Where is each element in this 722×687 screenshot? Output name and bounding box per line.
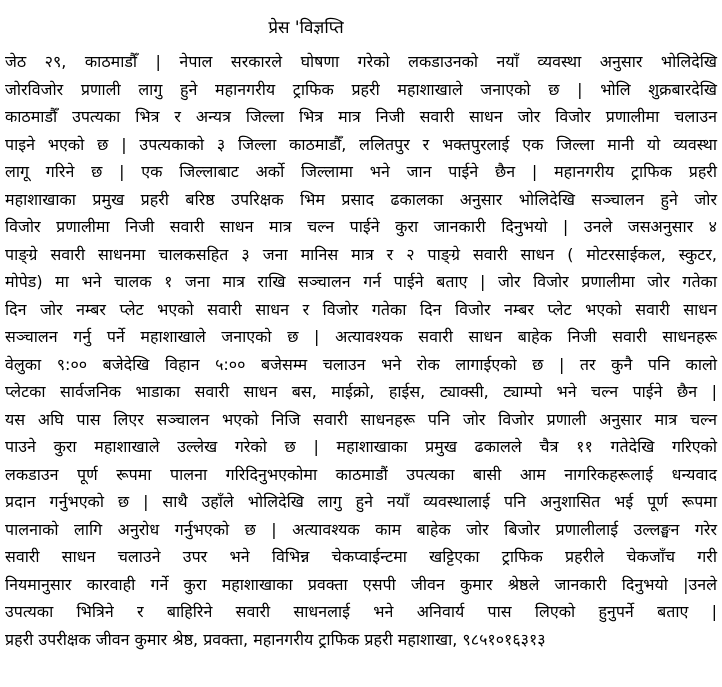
signature-line: प्रहरी उपरीक्षक जीवन कुमार श्रेष्ठ, प्रवक्ता, महानगरीय ट्राफिक प्रहरी महाशाखा, ९८५१०१६३१३ [5, 629, 546, 649]
body-line: प्रदान गर्नुभएको छ | साथै उहाँले भोलिदेखि लागु हुने नयाँ व्यवस्थालाई पनि अनुशासित भई पूर्ण रूपमा [5, 492, 717, 511]
body-line: प्लेटका सार्वजनिक भाडाका सवारी साधन बस, माईक्रो, हाईस, ट्याक्सी, ट्याम्पो भने चल्न पाईने छैन | [5, 382, 717, 401]
body-line: वेलुका ९:०० बजेदेखि विहान ५:०० बजेसम्म चलाउन भने रोक लागाईएको छ | तर कुनै पनि कालो [5, 354, 717, 374]
body-line: लकडाउन पूर्ण रूपमा पालना गरिदिनुभएकोमा काठमाडौं उपत्यका बासी आम नागरिकहरूलाई धन्यवाद [5, 464, 717, 484]
body-line: पाउने कुरा महाशाखाले उल्लेख गरेको छ | महाशाखाका प्रमुख ढकालले चैत्र ११ गतेदेखि गरिएको [5, 437, 717, 456]
body-line: काठमाडौँ उपत्यका भित्र र अन्यत्र जिल्ला भित्र मात्र निजी सवारी साधन जोर विजोर प्रणालीमा चलाउन [5, 107, 717, 126]
page-title: प्रेस 'विज्ञप्ति [268, 18, 344, 38]
body-line: पाङ्ग्रे सवारी साधनमा चालकसहित ३ जना मानिस मात्र र २ पाङ्ग्रे सवारी साधन ( मोटरसाईकल, स्कुटर, [5, 244, 717, 264]
body-line: उपत्यका भित्रिने र बाहिरिने सवारी साधनलाई भने अनिवार्य पास लिएको हुनुपर्ने बताए | [5, 602, 717, 621]
body-line: यस अघि पास लिएर सञ्चालन भएको निजि सवारी साधनहरू पनि जोर विजोर प्रणाली अनुसार मात्र चल्न [5, 409, 717, 429]
body-line: महाशाखाका प्रमुख प्रहरी बरिष्ठ उपरिक्षक भिम प्रसाद ढकालका अनुसार भोलिदेखि सञ्चालन हुने जोर [5, 189, 717, 209]
body-line: मोपेड) मा भने चालक १ जना मात्र राखि सञ्चालन गर्न पाईने बताए | जोर विजोर प्रणालीमा जोर गतेका [5, 272, 717, 291]
body-line: सञ्चालन गर्नु पर्ने महाशाखाले जनाएको छ | अत्यावश्यक सवारी साधन बाहेक निजी सवारी साधनहरू [5, 327, 717, 346]
body-line: पालनाको लागि अनुरोध गर्नुभएको छ | अत्यावश्यक काम बाहेक जोर बिजोर प्रणालीलाई उल्लङ्घन गरेर [5, 519, 717, 539]
body-line: सवारी साधन चलाउने उपर भने विभिन्न चेकप्वाईन्टमा खट्टिएका ट्राफिक प्रहरीले चेकजाँच गरी [5, 547, 717, 566]
body-line: जेठ २९, काठमाडौँ | नेपाल सरकारले घोषणा गरेको लकडाउनको नयाँ व्यवस्था अनुसार भोलिदेखि [5, 52, 717, 71]
body-line: जोरविजोर प्रणाली लागु हुने महानगरीय ट्राफिक प्रहरी महाशाखाले जनाएको छ | भोलि शुक्रबारदेखि [5, 79, 717, 99]
body-line: पाइने भएको छ | उपत्यकाको ३ जिल्ला काठमाडौँ, ललितपुर र भक्तपुरलाई एक जिल्ला मानी यो व्यवस्था [5, 134, 717, 154]
body-line: विजोर प्रणालीमा निजी सवारी साधन मात्र चल्न पाईने कुरा जानकारी दिनुभयो | उनले जसअनुसार ४ [5, 217, 717, 236]
document-body [5, 48, 717, 626]
body-line: लागू गरिने छ | एक जिल्लाबाट अर्को जिल्लामा भने जान पाईने छैन | महानगरीय ट्राफिक प्रहरी [5, 162, 717, 181]
body-line: नियमानुसार कारवाही गर्ने कुरा महाशाखाका प्रवक्ता एसपी जीवन कुमार श्रेष्ठले जानकारी दिनुभयो |उनले [5, 574, 717, 594]
body-line: दिन जोर नम्बर प्लेट भएको सवारी साधन र विजोर गतेका दिन विजोर नम्बर प्लेट भएको सवारी साधन [5, 299, 717, 319]
